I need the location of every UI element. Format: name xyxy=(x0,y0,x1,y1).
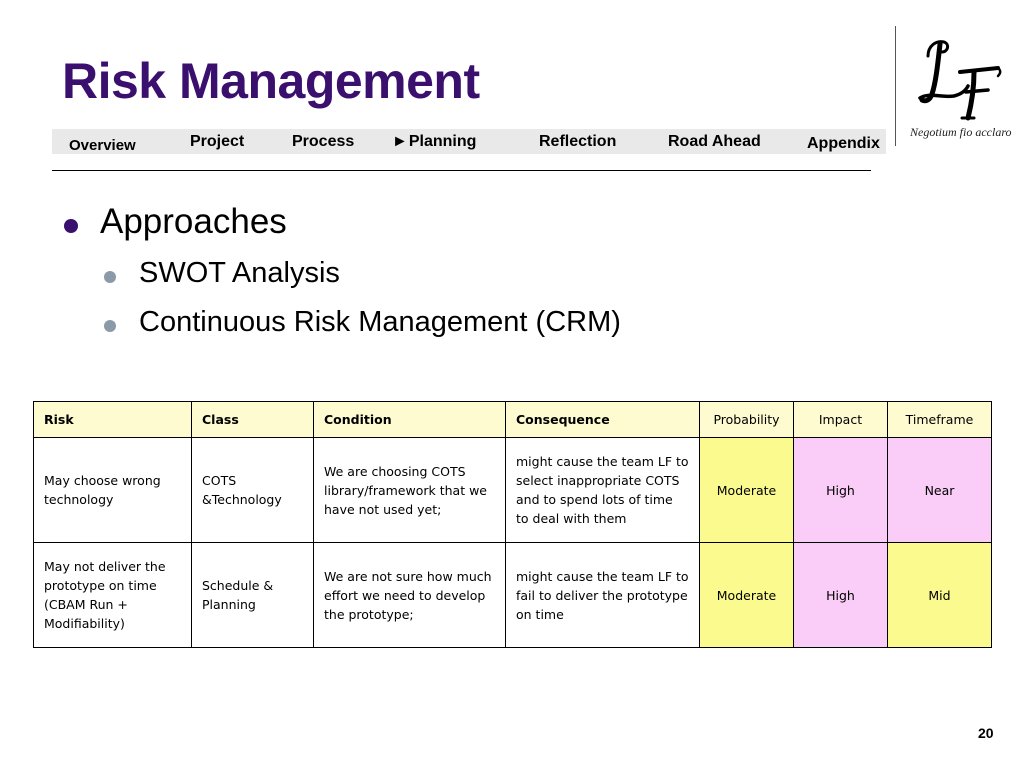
table-row xyxy=(34,438,992,543)
sub-bullet-dot-icon xyxy=(104,271,116,283)
cell-consequence: might cause the team LF to select inappropriate COTS and to spend lots of time to deal with them xyxy=(506,438,700,543)
column-header-class: Class xyxy=(192,402,314,438)
header-divider xyxy=(52,170,871,171)
cell-risk: May not deliver the prototype on time (CBAM Run + Modifiability) xyxy=(34,543,192,648)
bullet-dot-icon xyxy=(64,219,78,233)
cell-impact: High xyxy=(794,543,888,648)
cell-condition: We are not sure how much effort we need to develop the prototype; xyxy=(314,543,506,648)
cell-timeframe: Mid xyxy=(888,543,992,648)
section-nav-bar xyxy=(52,129,886,154)
nav-item-planning-label: Planning xyxy=(408,133,477,150)
page-number: 20 xyxy=(978,725,994,741)
column-header-timeframe: Timeframe xyxy=(888,402,992,438)
table-row xyxy=(34,543,992,648)
nav-item-project[interactable]: Project xyxy=(190,133,245,150)
column-header-condition: Condition xyxy=(314,402,506,438)
slide-title: Risk Management xyxy=(62,53,480,109)
cell-timeframe: Near xyxy=(888,438,992,543)
cell-probability: Moderate xyxy=(700,543,794,648)
lf-monogram-icon xyxy=(910,28,1010,126)
bullet-heading: Approaches xyxy=(100,202,287,241)
logo-divider xyxy=(895,26,896,146)
cell-consequence: might cause the team LF to fail to deliver the prototype on time xyxy=(506,543,700,648)
risk-table xyxy=(33,401,992,648)
nav-item-reflection[interactable]: Reflection xyxy=(539,133,617,150)
cell-impact: High xyxy=(794,438,888,543)
cell-probability: Moderate xyxy=(700,438,794,543)
nav-item-overview[interactable]: Overview xyxy=(69,137,136,154)
nav-item-process[interactable]: Process xyxy=(292,133,355,150)
nav-item-road-ahead[interactable]: Road Ahead xyxy=(668,133,761,150)
cell-risk: May choose wrong technology xyxy=(34,438,192,543)
sub-bullet-dot-icon xyxy=(104,320,116,332)
sub-bullet-item: Continuous Risk Management (CRM) xyxy=(139,306,621,338)
nav-item-planning[interactable] xyxy=(392,129,476,154)
team-logo xyxy=(902,28,1020,148)
current-section-arrow-icon: ► xyxy=(392,133,408,150)
column-header-impact: Impact xyxy=(794,402,888,438)
cell-class: Schedule & Planning xyxy=(192,543,314,648)
logo-motto: Negotium fio acclaro xyxy=(910,125,1012,139)
sub-bullet-item: SWOT Analysis xyxy=(139,257,340,289)
cell-class: COTS &Technology xyxy=(192,438,314,543)
table-header-row xyxy=(34,402,992,438)
nav-item-appendix[interactable]: Appendix xyxy=(807,135,880,152)
column-header-probability: Probability xyxy=(700,402,794,438)
cell-condition: We are choosing COTS library/framework that we have not used yet; xyxy=(314,438,506,543)
column-header-risk: Risk xyxy=(34,402,192,438)
column-header-consequence: Consequence xyxy=(506,402,700,438)
